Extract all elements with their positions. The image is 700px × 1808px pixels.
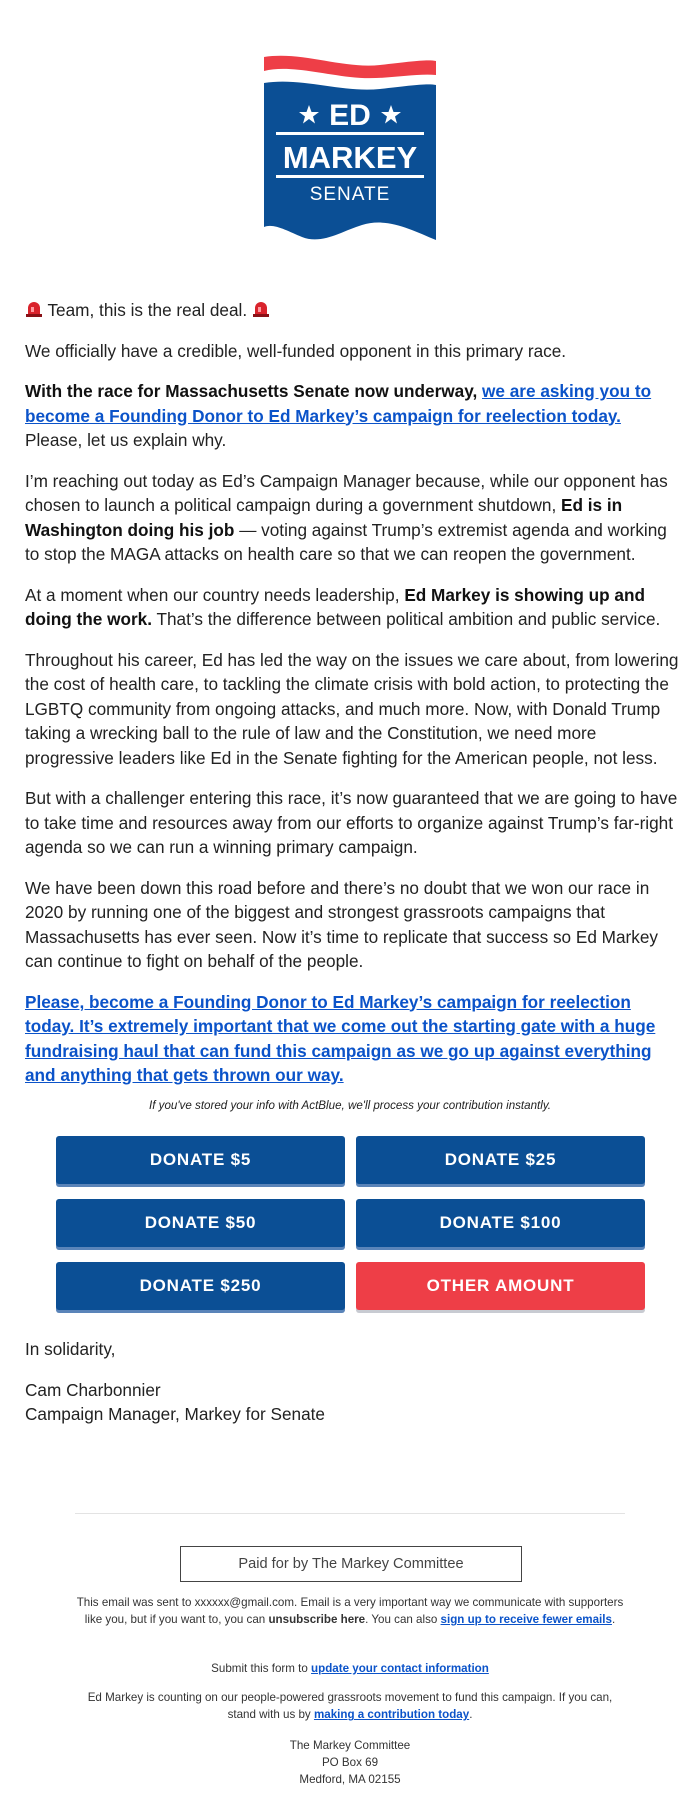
make-contribution-link[interactable]: making a contribution today: [313, 1708, 470, 1722]
footer-text: . Email is a very important way we communicate with supporters like you, but if you want to, you can: [84, 1596, 624, 1627]
intro-text: Team, this is the real deal.: [47, 300, 248, 320]
body-paragraph: [25, 990, 680, 1088]
logo-line-markey: MARKEY: [282, 140, 418, 175]
footer-text: .: [611, 1613, 616, 1627]
body-paragraph: Throughout his career, Ed has led the way on the issues we care about, from lowering the cost of health care, to tackling the climate crisis with bold action, to protecting the LGBTQ community from ongoing attacks, and much more. Now, with Donald Trump taking a wrecking ball to the rule of law and the Constitution, we need more progressive leaders like Ed in the Senate fighting for the American people, not less.: [25, 649, 679, 768]
donate-250-button[interactable]: DONATE $250: [56, 1262, 345, 1310]
donate-50-button[interactable]: DONATE $50: [56, 1199, 345, 1247]
donate-5-button[interactable]: DONATE $5: [56, 1136, 345, 1184]
founding-donor-cta-link[interactable]: Please, become a Founding Donor to Ed Markey’s campaign for reelection today. It’s extremely important that we come out the starting gate with a huge fundraising haul that can fund this campaign as we go up against everything and anything that gets thrown our way.: [25, 991, 656, 1085]
recipient-email: xxxxxx@gmail.com: [194, 1596, 295, 1609]
body-paragraph: [25, 469, 680, 567]
footer-text: .: [469, 1708, 473, 1722]
signer-title: Campaign Manager, Markey for Senate: [25, 1404, 325, 1424]
mailing-address: [75, 1737, 625, 1789]
address-line: Medford, MA 02155: [299, 1773, 401, 1787]
paid-for-box: Paid for by The Markey Committee: [180, 1546, 522, 1582]
closing-text: In solidarity,: [25, 1339, 116, 1359]
bold-text: Ed is in Washington doing his job: [25, 495, 623, 540]
body-paragraph: [25, 583, 680, 632]
footer-form-notice: [75, 1660, 625, 1677]
body-paragraph: [25, 379, 680, 453]
body-paragraph: We officially have a credible, well-funded opponent in this primary race.: [25, 340, 567, 361]
footer-contribution-notice: [75, 1689, 625, 1723]
footer-divider: [75, 1513, 625, 1514]
footer-text: Ed Markey is counting on our people-powered grassroots movement to fund this campaign. If you can, stand with us by: [87, 1691, 613, 1722]
footer-email-notice: [75, 1594, 625, 1628]
actblue-note: If you've stored your info with ActBlue, we'll process your contribution instantly.: [148, 1099, 552, 1112]
siren-icon: [252, 301, 270, 318]
body-text: I’m reaching out today as Ed’s Campaign Manager because, while our opponent has chosen to launch a political campaign during a government shutdown,: [25, 470, 668, 515]
bold-text: With the race for Massachusetts Senate now underway,: [25, 381, 478, 401]
body-paragraph: But with a challenger entering this race, it’s now guaranteed that we are going to have to take time and resources away from our efforts to organize against Trump’s far-right agenda so we can run a winning primary campaign.: [25, 788, 678, 857]
body-text: — voting against Trump’s extremist agenda and working to stop the MAGA attacks on health care so that we can reopen the government.: [25, 519, 667, 564]
founding-donor-link[interactable]: we are asking you to become a Founding Donor to Ed Markey’s campaign for reelection today.: [25, 381, 652, 426]
logo-line-ed: ED: [329, 99, 371, 132]
intro-paragraph: [25, 298, 680, 323]
footer-text: This email was sent to: [76, 1596, 195, 1609]
body-paragraph: We have been down this road before and there’s no doubt that we won our race in 2020 by running one of the biggest and strongest grassroots campaigns that Massachusetts has ever seen. Now it’s time to replicate that success so Ed Markey can continue to fight on behalf of the people.: [25, 877, 659, 971]
body-text: That’s the difference between political ambition and public service.: [156, 609, 661, 629]
address-line: The Markey Committee: [289, 1739, 411, 1752]
body-text: Please, let us explain why.: [25, 430, 227, 450]
email-body: [25, 298, 680, 1104]
footer-text: Submit this form to: [211, 1662, 312, 1675]
unsubscribe-link[interactable]: unsubscribe here: [268, 1613, 366, 1627]
bold-text: Ed Markey is showing up and doing the work.: [25, 584, 645, 629]
signer-name: Cam Charbonnier: [25, 1379, 161, 1400]
donate-25-button[interactable]: DONATE $25: [356, 1136, 645, 1184]
siren-icon: [25, 301, 43, 318]
body-text: At a moment when our country needs leadership,: [25, 584, 400, 605]
signoff: [25, 1337, 325, 1427]
donate-100-button[interactable]: DONATE $100: [356, 1199, 645, 1247]
other-amount-button[interactable]: OTHER AMOUNT: [356, 1262, 645, 1310]
fewer-emails-link[interactable]: sign up to receive fewer emails: [440, 1613, 612, 1627]
footer-text: . You can also: [365, 1613, 441, 1627]
logo-line-senate: SENATE: [309, 184, 391, 205]
address-line: PO Box 69: [321, 1756, 379, 1770]
update-contact-link[interactable]: update your contact information: [311, 1662, 489, 1675]
ed-markey-senate-logo: [262, 55, 438, 240]
